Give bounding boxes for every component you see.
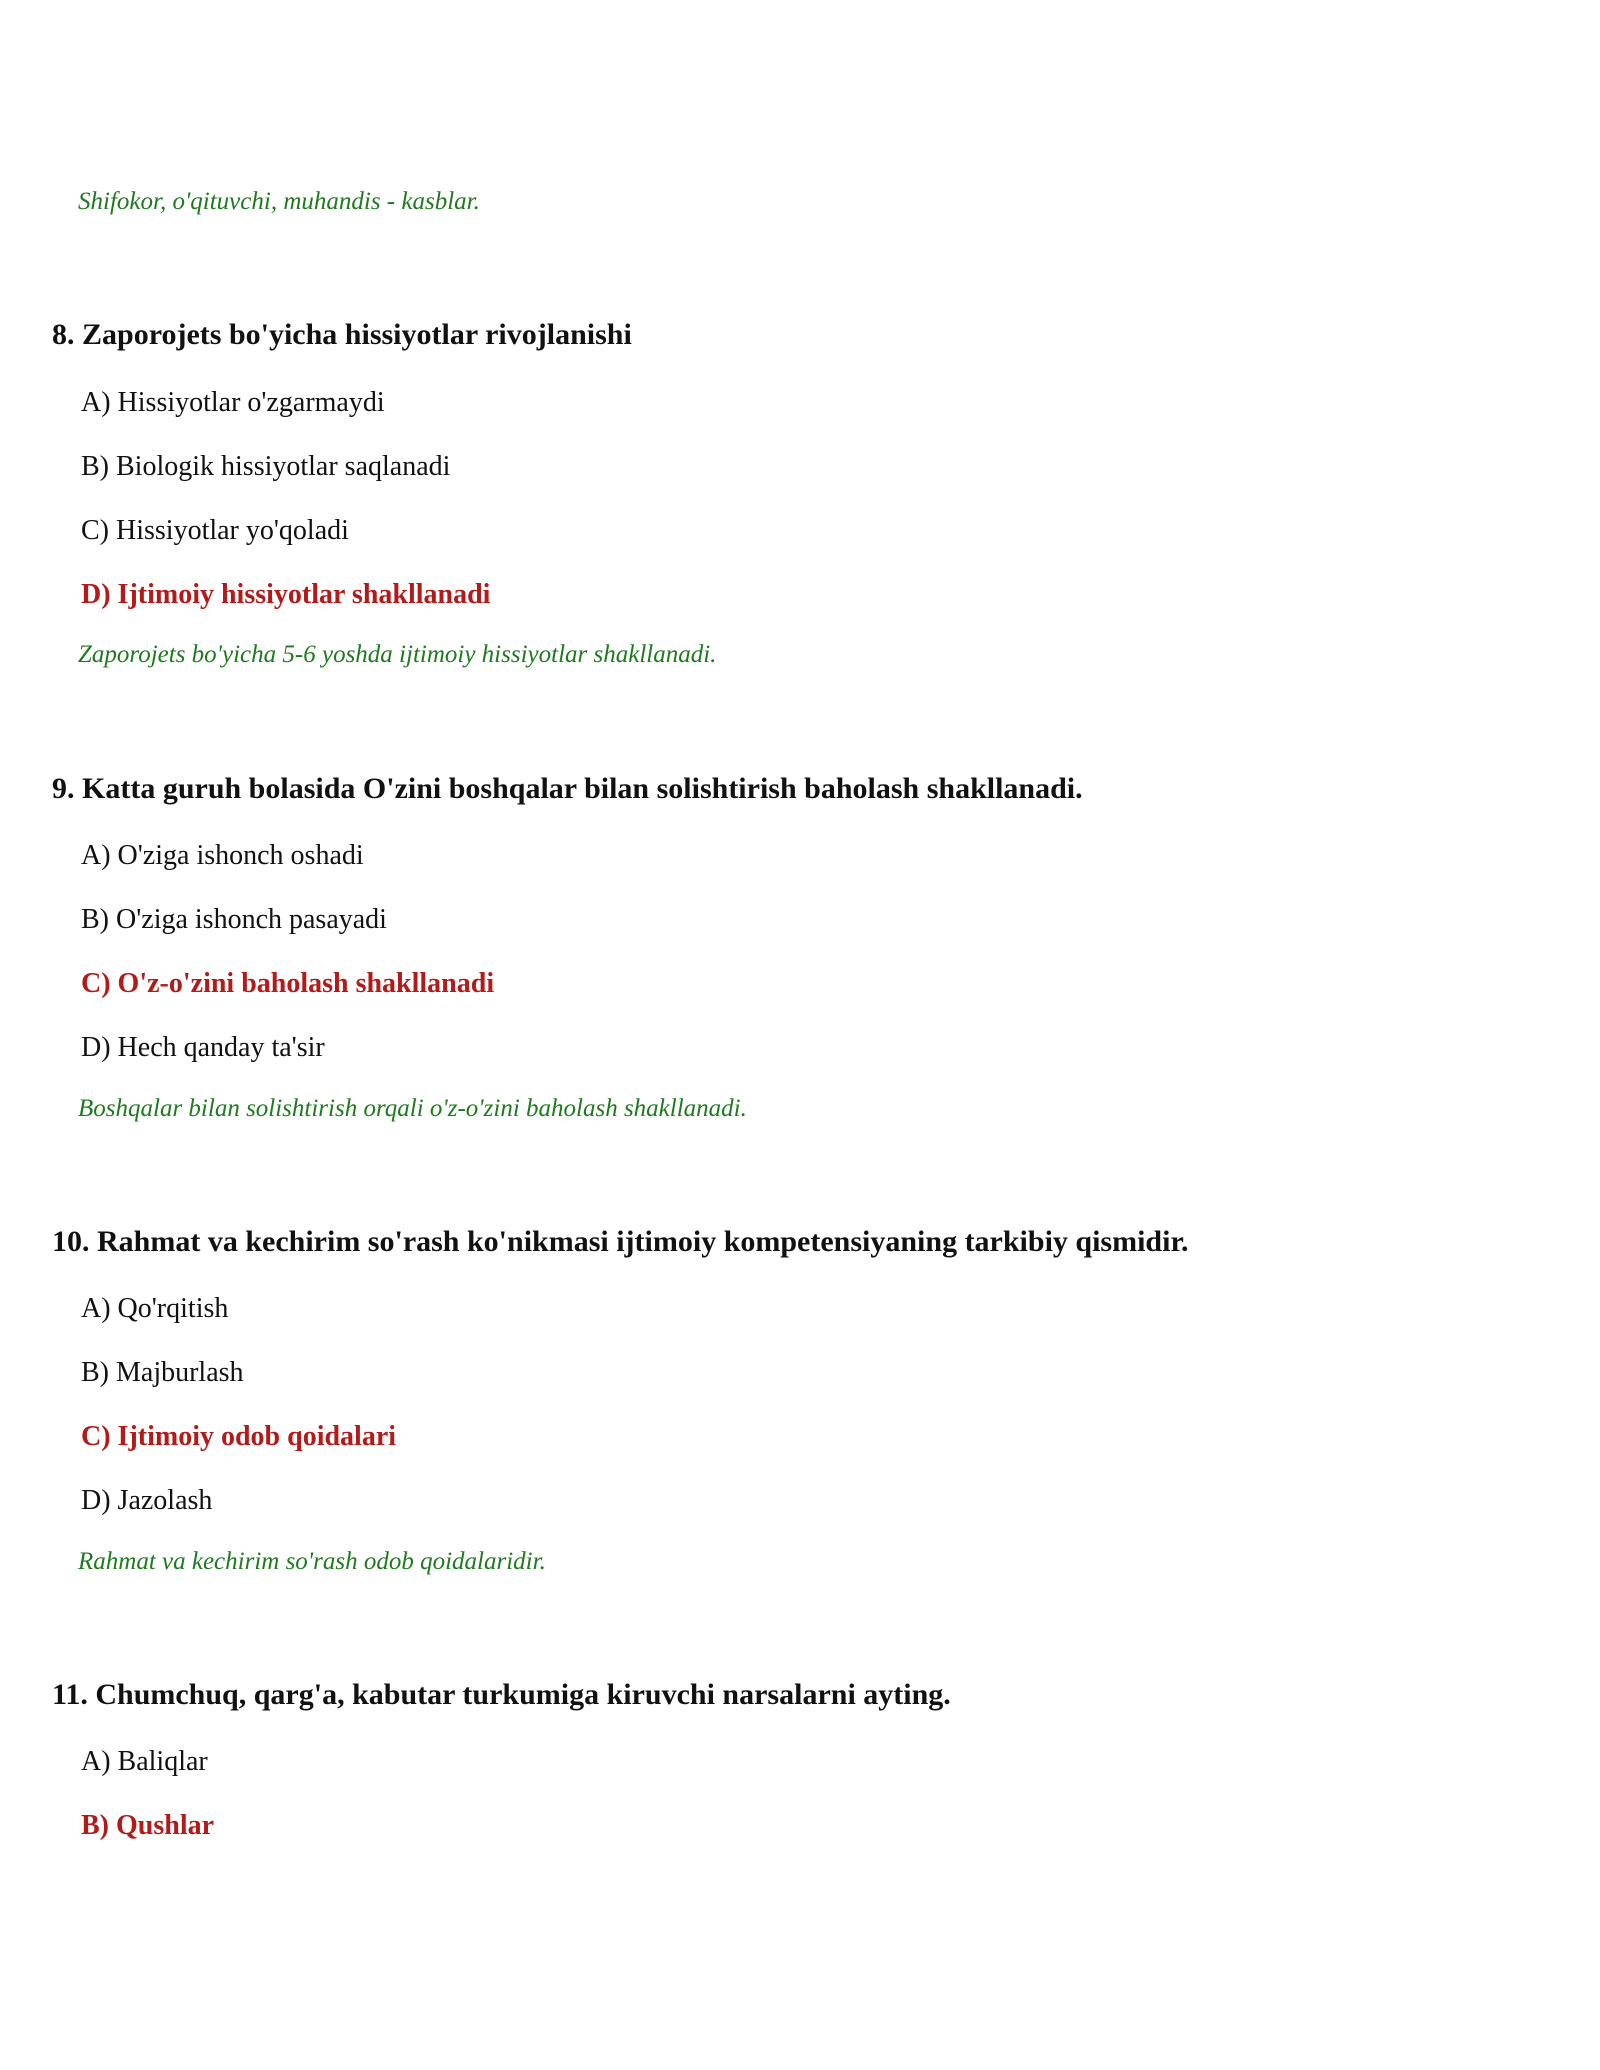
question-8-option-b: B) Biologik hissiyotlar saqlanadi: [81, 451, 451, 482]
question-8-option-c: C) Hissiyotlar yo'qoladi: [81, 515, 349, 546]
question-11-title: 11. Chumchuq, qarg'a, kabutar turkumiga kiruvchi narsalarni ayting.: [52, 1678, 951, 1711]
question-11-option-b-correct: B) Qushlar: [81, 1810, 215, 1841]
question-10-option-c-correct: C) Ijtimoiy odob qoidalari: [81, 1421, 397, 1452]
intro-explanation: Shifokor, o'qituvchi, muhandis - kasblar.: [78, 188, 480, 215]
question-9-option-a: A) O'ziga ishonch oshadi: [81, 840, 364, 871]
question-10-option-a: A) Qo'rqitish: [81, 1293, 229, 1324]
question-9-title: 9. Katta guruh bolasida O'zini boshqalar bilan solishtirish baholash shakllanadi.: [52, 772, 1083, 805]
question-9-option-b: B) O'ziga ishonch pasayadi: [81, 904, 387, 935]
question-9-option-c-correct: C) O'z-o'zini baholash shakllanadi: [81, 968, 495, 999]
question-10-explanation: Rahmat va kechirim so'rash odob qoidalaridir.: [78, 1548, 546, 1575]
question-10-option-b: B) Majburlash: [81, 1357, 244, 1388]
question-10-option-d: D) Jazolash: [81, 1485, 213, 1516]
question-10-title: 10. Rahmat va kechirim so'rash ko'nikmasi ijtimoiy kompetensiyaning tarkibiy qismidir.: [52, 1225, 1189, 1258]
question-9-option-d: D) Hech qanday ta'sir: [81, 1032, 325, 1063]
question-9-explanation: Boshqalar bilan solishtirish orqali o'z-o'zini baholash shakllanadi.: [78, 1095, 747, 1122]
question-8-explanation: Zaporojets bo'yicha 5-6 yoshda ijtimoiy hissiyotlar shakllanadi.: [78, 641, 717, 668]
question-11-option-a: A) Baliqlar: [81, 1746, 208, 1777]
question-8-option-d-correct: D) Ijtimoiy hissiyotlar shakllanadi: [81, 579, 491, 610]
question-8-title: 8. Zaporojets bo'yicha hissiyotlar rivojlanishi: [52, 318, 632, 351]
question-8-option-a: A) Hissiyotlar o'zgarmaydi: [81, 387, 385, 418]
